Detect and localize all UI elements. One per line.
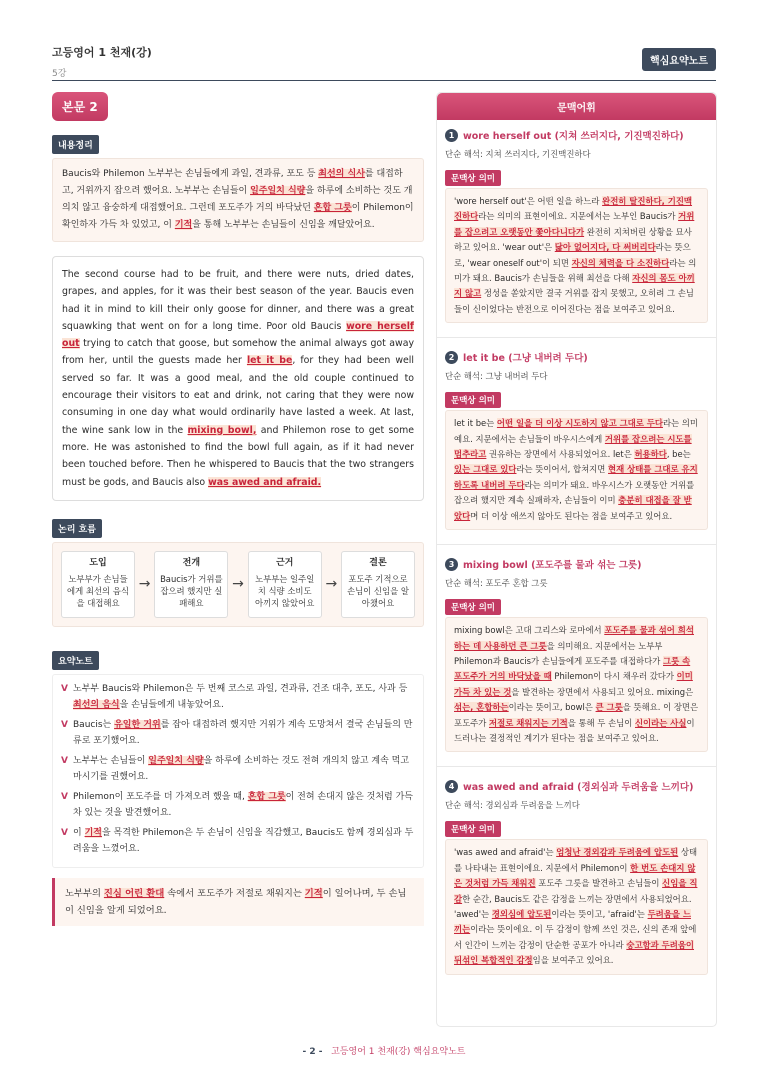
text-segment: Philemon이 다시 채우러 갔다가 xyxy=(551,671,677,682)
lesson-number: 5강 xyxy=(52,69,67,79)
text-segment: 포도주 그릇을 발견하고 손님들이 xyxy=(535,878,663,889)
highlighted-phrase: 저절로 채워지는 기적 xyxy=(489,717,568,728)
note-item xyxy=(61,681,415,713)
highlighted-phrase: 기적 xyxy=(174,220,193,230)
divider xyxy=(437,766,716,767)
flow-step-development xyxy=(154,551,228,618)
text-segment: 권유하는 장면에서 사용되었어요. let은 xyxy=(486,449,635,460)
summary-tag: 내용정리 xyxy=(52,135,99,154)
note-item xyxy=(61,789,415,821)
arrow-right-icon: → xyxy=(325,576,338,593)
text-segment: 라는 의미가 돼요. 바우시스가 오랫동안 거위를 잡으려 했지만 계속 실패하자, 손님들이 이미 xyxy=(454,479,695,506)
page-header xyxy=(52,44,152,79)
section-title: 본문 2 xyxy=(52,92,108,121)
flow-step-conclusion xyxy=(341,551,415,618)
vocab-panel-title: 문맥어휘 xyxy=(437,93,716,120)
highlighted-phrase: 엄청난 경외감과 두려움에 압도된 xyxy=(556,847,679,858)
text-segment: 이라는 뜻이에요. 이 두 감정이 함께 쓰인 것은, 신의 존재 앞에서 인간이 느끼는 감정이 단순한 공포가 아니라 xyxy=(454,924,697,950)
flow-step-evidence xyxy=(248,551,322,618)
english-passage xyxy=(52,256,424,501)
simple-label: 단순 해석: xyxy=(445,578,486,589)
text-segment: 이 xyxy=(73,827,85,838)
text-segment: 라는 의미가 돼요. Baucis가 손님들을 위해 최선을 다해 xyxy=(454,257,697,284)
check-mark-icon: V xyxy=(61,791,68,802)
simple-meaning: 지쳐 쓰러지다, 기진맥진하다 xyxy=(485,149,591,159)
highlighted-phrase: 경외심에 압도된 xyxy=(491,908,552,919)
text-segment: 을 의미해요. 지문에서는 노부부 Philemon과 Baucis가 손님들에게 포도주를 대접하다가 xyxy=(454,640,663,666)
note-text xyxy=(73,753,415,785)
page-number: - 2 - xyxy=(302,1047,323,1057)
note-text xyxy=(73,681,415,713)
vocab-item-1 xyxy=(437,128,716,323)
flow-step-intro xyxy=(61,551,135,618)
simple-meaning: 포도주 혼합 그릇 xyxy=(485,578,548,589)
flow-step-body: 노부부는 일주일치 식량 소비도 아끼지 않았어요 xyxy=(255,573,315,608)
text-segment: let it be는 xyxy=(454,418,497,429)
simple-label: 단순 해석: xyxy=(445,149,486,159)
highlighted-phrase: 큰 그릇 xyxy=(595,702,623,713)
vocab-item-4 xyxy=(437,779,716,974)
simple-label: 단순 해석: xyxy=(445,371,486,382)
highlighted-phrase: 현재 상태를 그대로 유지하도록 내버려 두다 xyxy=(454,464,698,490)
header-divider xyxy=(52,80,716,81)
highlighted-phrase: 섞는, 혼합하는 xyxy=(454,702,509,713)
flow-step-body: Baucis가 거위를 잡으려 했지만 실패해요 xyxy=(160,573,223,608)
text-segment: 라는 의미의 표현이에요. 지문에서는 노부인 Baucis가 xyxy=(478,211,679,222)
text-segment: 을 통해 두 손님이 xyxy=(567,717,635,728)
flow-step-title: 근거 xyxy=(275,557,294,568)
text-segment: Baucis는 xyxy=(73,719,115,730)
highlighted-phrase: 자신의 몸도 아끼지 않고 xyxy=(454,273,695,299)
flow-tag: 논리 흐름 xyxy=(52,519,102,538)
text-segment: , for they had been well served so far. It was a good meal, and the old couple continued to encourage their visitors to eat and drink, not caring that they were now consuming in one day what would ordinarily have lasted a week. At last, the wine sank low in the xyxy=(62,355,414,436)
highlighted-phrase: 혼합 그릇 xyxy=(313,203,352,213)
text-segment: 라는 의미예요. 지문에서는 손님들이 바우시스에게 xyxy=(454,418,698,444)
highlighted-phrase: wore herself out xyxy=(62,320,414,350)
text-segment: 이 일어나며, 두 손님이 신임을 알게 되었어요. xyxy=(65,887,407,916)
highlighted-phrase: 한 번도 손대지 않은 것처럼 가득 채워진 xyxy=(454,862,696,889)
number-badge: 1 xyxy=(445,129,458,142)
highlighted-phrase: 이미 가득 차 있는 것 xyxy=(454,671,693,697)
summary-box xyxy=(52,158,424,242)
simple-label: 단순 해석: xyxy=(445,800,486,811)
arrow-right-icon: → xyxy=(232,576,244,593)
notes-tag: 요약노트 xyxy=(52,651,99,670)
simple-meaning: 그냥 내버려 두다 xyxy=(485,371,548,382)
vocab-term: let it be (그냥 내버려 두다) xyxy=(463,353,588,365)
page-footer xyxy=(0,1044,768,1057)
text-segment: The second course had to be fruit, and there were nuts, dried dates, grapes, and apples, for it was their best season of the year. Baucis even had it in mind to kill their only goose for dinner, and there was a great squawking that went on for a long time. Poor old Baucis xyxy=(62,269,414,332)
check-mark-icon: V xyxy=(61,827,68,838)
highlighted-phrase: 거위를 잡으려고 오랫동안 쫓아다니다가 xyxy=(454,211,695,237)
text-segment: 을 통해 노부부는 손님들이 신임을 깨달았어요. xyxy=(192,220,375,230)
highlighted-phrase: 완전히 탈진하다, 기진맥진하다 xyxy=(454,196,693,222)
highlighted-phrase: 있는 그대로 있다 xyxy=(454,464,517,475)
divider xyxy=(437,544,716,545)
text-segment: trying to catch that goose, but somehow the animal always got away from her, until the guests made her xyxy=(62,338,414,367)
text-segment: 상태를 나타내는 표현이에요. 지문에서 Philemon이 xyxy=(454,847,698,873)
flow-step-title: 도입 xyxy=(89,557,107,568)
note-item xyxy=(61,825,415,857)
highlighted-phrase: 두려움을 느끼는 xyxy=(454,908,691,935)
flow-step-body: 포도주 기적으로 손님이 신임을 알아챘어요 xyxy=(347,573,409,608)
text-segment: 며 더 이상 애쓰지 않아도 된다는 점을 보여주고 있어요. xyxy=(470,510,673,521)
text-segment: , be는 xyxy=(666,449,691,460)
text-segment: 을 하루에 소비하는 것도 전혀 개의치 않고 계속 먹고 마시기를 권했어요. xyxy=(73,755,410,782)
check-mark-icon: V xyxy=(61,755,68,766)
highlighted-phrase: 일주일치 식량 xyxy=(250,186,306,196)
highlighted-phrase: 거위를 잡으려는 시도를 멈추라고 xyxy=(454,433,692,460)
note-text xyxy=(73,717,415,749)
vocab-term: mixing bowl (포도주를 물과 섞는 그릇) xyxy=(463,560,642,572)
note-item xyxy=(61,717,415,749)
text-segment: 이라는 뜻이고, 'afraid'는 xyxy=(551,908,648,919)
context-explanation xyxy=(445,839,708,974)
text-segment: 이라는 뜻이고, bowl은 xyxy=(508,702,596,713)
highlighted-phrase: 신이라는 사실 xyxy=(634,717,687,728)
text-segment: 를 잡아 대접하려 했지만 거위가 계속 도망쳐서 결국 손님들의 만류로 포기했어요. xyxy=(73,719,413,746)
text-segment: 을 손님들에게 내놓았어요. xyxy=(119,699,224,710)
logic-flow xyxy=(52,542,424,627)
highlighted-phrase: 진심 어린 환대 xyxy=(103,887,165,899)
text-segment: 을 뜻해요. 이 장면은 포도주가 xyxy=(454,702,699,728)
highlighted-phrase: 일주일치 식량 xyxy=(148,755,204,766)
text-segment: 를 대접하고, 거위까지 잡으려 했어요. 노부부는 손님들이 xyxy=(62,169,403,196)
vocab-item-2 xyxy=(437,350,716,530)
vocab-item-3 xyxy=(437,557,716,752)
highlighted-phrase: 최선의 식사 xyxy=(318,169,365,179)
text-segment: 한 순간, Baucis도 같은 감정을 느끼는 장면에서 사용되었어요. 'awed'는 xyxy=(454,893,692,919)
text-segment: Baucis와 Philemon 노부부는 손님들에게 과일, 견과류, 포도 등 xyxy=(62,169,319,179)
highlighted-phrase: 어떤 일을 더 이상 시도하지 않고 그대로 두다 xyxy=(496,418,663,429)
vocab-term: was awed and afraid (경외심과 두려움을 느끼다) xyxy=(463,782,694,794)
vocab-panel xyxy=(436,92,717,1027)
context-tag: 문맥상 의미 xyxy=(445,599,501,615)
divider xyxy=(437,337,716,338)
text-segment: 라는 뜻으로, 'wear oneself out'이 되면 xyxy=(454,242,691,268)
text-segment: 임을 보여주고 있어요. xyxy=(532,955,614,966)
note-type-badge: 핵심요약노트 xyxy=(642,48,716,71)
left-column xyxy=(52,92,424,926)
highlighted-phrase: 혼합 그릇 xyxy=(247,791,286,802)
context-tag: 문맥상 의미 xyxy=(445,170,501,186)
arrow-right-icon: → xyxy=(138,576,151,593)
text-segment: 라는 뜻이어서, 합쳐지면 xyxy=(516,464,609,475)
book-title: 고등영어 1 천재(강) xyxy=(52,46,152,59)
context-explanation xyxy=(445,410,708,530)
text-segment: 이 전혀 손대지 않은 것처럼 가득 차 있는 것을 발견했어요. xyxy=(73,791,413,818)
highlighted-phrase: let it be xyxy=(246,355,293,367)
footer-text: 고등영어 1 천재(강) 핵심요약노트 xyxy=(331,1047,466,1057)
flow-step-body: 노부부가 손님들에게 최선의 음식을 대접해요 xyxy=(67,573,129,608)
highlighted-phrase: was awed and afraid. xyxy=(208,476,322,488)
highlighted-phrase: 숭고함과 두려움이 뒤섞인 복합적인 감정 xyxy=(454,939,694,966)
context-explanation xyxy=(445,617,708,752)
flow-step-title: 전개 xyxy=(182,557,201,568)
highlighted-phrase: 신임을 직감 xyxy=(454,878,698,904)
text-segment: mixing bowl은 고대 그리스와 로마에서 xyxy=(454,625,605,636)
highlighted-phrase: 포도주를 물과 섞어 희석하는 데 사용하던 큰 그릇 xyxy=(454,625,694,651)
note-item xyxy=(61,753,415,785)
highlighted-phrase: mixing bowl, xyxy=(187,424,257,436)
text-segment: 정성을 쏟았지만 결국 거위를 잡지 못했고, 오히려 그 손님들이 신이었다는 반전으로 이어진다는 점을 보여주고 있어요. xyxy=(454,288,694,314)
text-segment: 노부부 Baucis와 Philemon은 두 번째 코스로 과일, 견과류, 건조 대추, 포도, 사과 등 xyxy=(73,683,408,694)
vocab-term: wore herself out (지쳐 쓰러지다, 기진맥진하다) xyxy=(463,131,684,142)
text-segment: 을 발견하는 장면에서 사용되고 있어요. mixing은 xyxy=(511,686,694,697)
note-text xyxy=(73,789,415,821)
text-segment: 완전히 지쳐버린 상황을 묘사하고 있어요. 'wear out'은 xyxy=(454,226,692,253)
highlighted-phrase: 그릇 속 포도주가 거의 바닥났을 때 xyxy=(454,655,691,682)
check-mark-icon: V xyxy=(61,683,68,694)
conclusion-box xyxy=(52,878,424,926)
context-tag: 문맥상 의미 xyxy=(445,392,501,408)
text-segment: Philemon이 포도주를 더 가져오려 했을 때, xyxy=(73,791,248,802)
text-segment: 'wore herself out'은 어떤 일을 하느라 xyxy=(454,196,603,206)
text-segment: 속에서 포도주가 저절로 채워지는 xyxy=(164,887,305,899)
number-badge: 4 xyxy=(445,780,458,793)
text-segment: 이 Philemon이 확인하자 가득 차 있었고, 이 xyxy=(62,203,414,230)
flow-step-title: 결론 xyxy=(369,557,387,568)
context-tag: 문맥상 의미 xyxy=(445,821,501,837)
highlighted-phrase: 기적 xyxy=(84,827,102,838)
text-segment: 이 드러나는 결정적인 계기가 된다는 점을 보여주고 있어요. xyxy=(454,717,695,743)
text-segment: 을 하루에 소비하는 것도 개의치 않고 융숭하게 대접했어요. 그런데 포도주가 거의 바닥났던 xyxy=(62,186,413,213)
text-segment: 노부부는 손님들이 xyxy=(73,755,149,766)
text-segment: 'was awed and afraid'는 xyxy=(454,847,557,858)
highlighted-phrase: 닳아 없어지다, 다 써버리다 xyxy=(554,242,656,253)
note-text xyxy=(73,825,415,857)
simple-meaning: 경외심과 두려움을 느끼다 xyxy=(485,800,580,811)
number-badge: 3 xyxy=(445,558,458,571)
text-segment: and Philemon rose to get some more. He was astonished to find the bowl full again, as if it had never been touched before. Then he whispered to Baucis that the two strangers must be gods, and Baucis also xyxy=(62,424,415,488)
highlighted-phrase: 유일한 거위 xyxy=(114,719,161,730)
highlighted-phrase: 허용하다 xyxy=(634,449,667,460)
highlighted-phrase: 자신의 체력을 다 소진하다 xyxy=(571,257,670,268)
highlighted-phrase: 기적 xyxy=(304,887,323,899)
text-segment: 노부부의 xyxy=(65,887,104,899)
check-mark-icon: V xyxy=(61,719,68,730)
text-segment: 을 목격한 Philemon은 두 손님이 신임을 직감했고, Baucis도 함께 경외심과 두려움을 느꼈어요. xyxy=(73,827,414,854)
highlighted-phrase: 충분히 대접을 잘 받았다 xyxy=(454,495,692,521)
highlighted-phrase: 최선의 음식 xyxy=(73,699,120,710)
summary-notes xyxy=(52,674,424,868)
number-badge: 2 xyxy=(445,351,458,364)
context-explanation xyxy=(445,188,708,323)
